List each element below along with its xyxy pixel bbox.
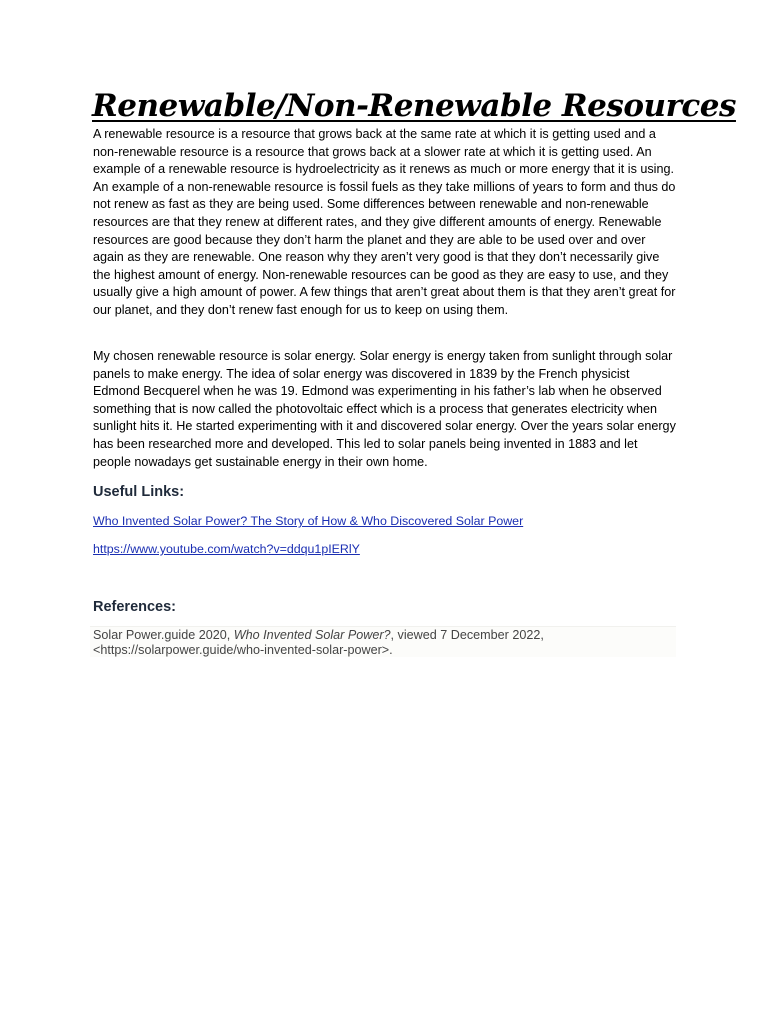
reference-suffix: , viewed 7 December 2022, <https://solarpower.guide/who-invented-solar-power>. bbox=[93, 628, 544, 657]
reference-text bbox=[93, 628, 673, 658]
document-title: Renewable/Non-Renewable Resources bbox=[92, 88, 736, 124]
paragraph-solar-energy: My chosen renewable resource is solar energy. Solar energy is energy taken from sunlight through solar panels to make energy. The idea of solar energy was discovered in 1839 by the French physicist Edmond Becquerel when he was 19. Edmond was experimenting in his father’s lab when he observed something that is now called the photovoltaic effect which is a process that generates electricity when sunlight hits it. He started experimenting with it and discovered solar energy. Over the years solar energy has been researched more and developed. This led to solar panels being invented in 1883 and let people nowadays get sustainable energy in their own home. bbox=[93, 349, 676, 469]
paragraph-intro: A renewable resource is a resource that grows back at the same rate at which it is getting used and a non-renewable resource is a resource that grows back at a slower rate at which it is getting used. An example of a renewable resource is hydroelectricity as it renews as much or more energy that it is using. An example of a non-renewable resource is fossil fuels as they take millions of years to form and thus do not renew as fast as they are being used. Some differences between renewable and non-renewable resources are that they renew at different rates, and they give different amounts of energy. Renewable resources are good because they don’t harm the planet and they are able to be used over and over again as they are renewable. One reason why they aren’t very good is that they don’t necessarily give the highest amount of energy. Non-renewable resources can be good as they are easy to use, and they usually give a high amount of power. A few things that aren’t great about them is that they aren’t great for our planet, and they don’t renew fast enough for us to keep on using them. bbox=[93, 127, 676, 317]
references-heading: References: bbox=[93, 599, 177, 615]
useful-links-heading: Useful Links: bbox=[93, 484, 185, 500]
reference-title: Who Invented Solar Power? bbox=[233, 628, 391, 642]
reference-prefix: Solar Power.guide 2020, bbox=[93, 628, 234, 642]
reference-entry bbox=[90, 626, 676, 657]
link-who-invented-solar-power[interactable]: Who Invented Solar Power? The Story of How & Who Discovered Solar Power bbox=[93, 514, 524, 528]
link-youtube-video[interactable]: https://www.youtube.com/watch?v=ddqu1pIERlY bbox=[93, 542, 360, 556]
